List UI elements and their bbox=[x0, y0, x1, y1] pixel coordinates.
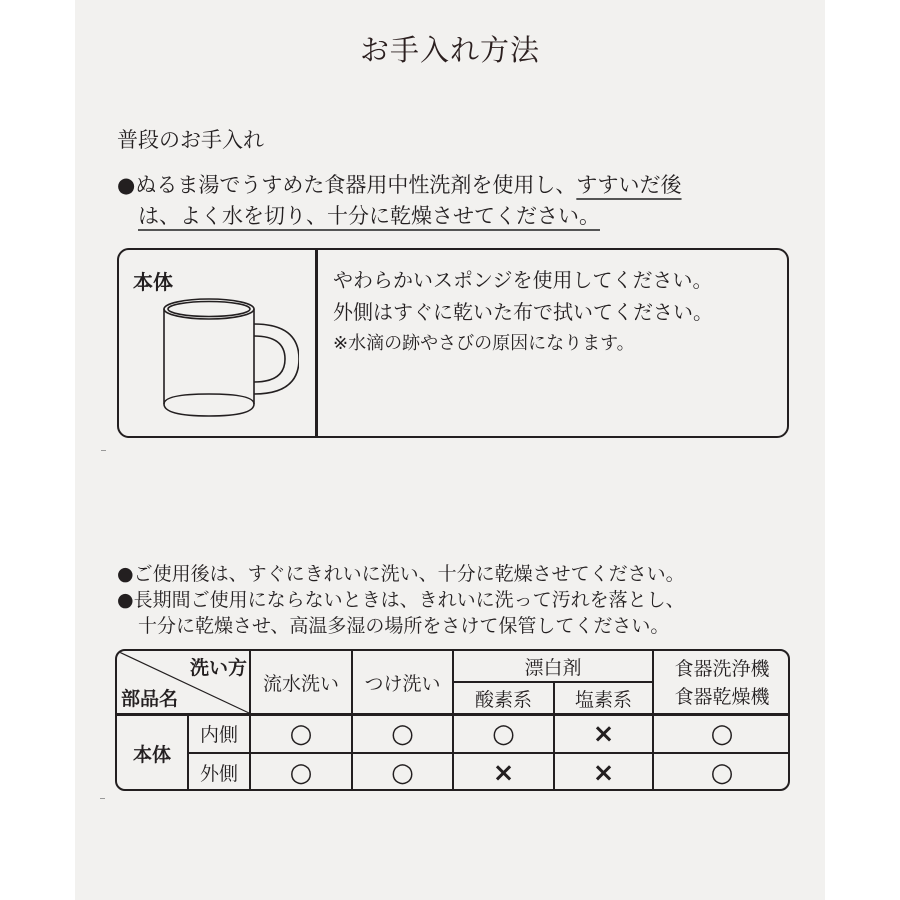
page-title: お手入れ方法 bbox=[359, 33, 540, 67]
care-line: 外側はすぐに乾いた布で拭いてください。 bbox=[333, 300, 713, 324]
cell-value: ○ bbox=[492, 718, 515, 749]
cell-value: ○ bbox=[710, 718, 734, 749]
mug-icon bbox=[159, 294, 299, 429]
instruction-line-1 bbox=[117, 170, 682, 201]
dish-dryer-label: 食器乾燥機 bbox=[674, 686, 770, 708]
instruction-line-2 bbox=[117, 201, 682, 232]
col-header-soak: つけ洗い bbox=[364, 672, 441, 695]
col-header-running-water: 流水洗い bbox=[262, 672, 339, 695]
instruction-text: ●ぬるま湯でうすめた食器用中性洗剤を使用し、 bbox=[117, 173, 577, 197]
row-group-body: 本体 bbox=[132, 743, 171, 766]
col-header-chlorine: 塩素系 bbox=[574, 688, 632, 711]
underlined-text: すすいだ後 bbox=[576, 173, 682, 197]
row-label-outside: 外側 bbox=[199, 763, 238, 785]
usage-notes bbox=[117, 561, 685, 639]
care-line: やわらかいスポンジを使用してください。 bbox=[333, 268, 713, 292]
body-care-text bbox=[333, 264, 713, 360]
dishwasher-label: 食器洗浄機 bbox=[674, 658, 770, 680]
cell-value: ○ bbox=[289, 718, 313, 749]
daily-care-heading: 普段のお手入れ bbox=[117, 128, 264, 152]
cell-value: ○ bbox=[391, 718, 414, 749]
daily-care-instructions bbox=[117, 170, 682, 232]
body-label: 本体 bbox=[133, 270, 173, 294]
stray-mark bbox=[101, 450, 106, 451]
col-header-oxygen: 酸素系 bbox=[474, 688, 532, 711]
row-label-inside: 内側 bbox=[199, 724, 238, 746]
care-note: ※水滴の跡やさびの原因になります。 bbox=[333, 333, 635, 354]
cell-value: × bbox=[592, 718, 615, 749]
cell-value: ○ bbox=[710, 757, 734, 788]
note-line: ●ご使用後は、すぐにきれいに洗い、十分に乾燥させてください。 bbox=[117, 563, 685, 585]
cell-value: × bbox=[492, 757, 515, 788]
stray-mark bbox=[100, 798, 105, 799]
box-divider bbox=[315, 250, 318, 436]
col-header-dishwasher bbox=[654, 653, 790, 713]
note-line: 十分に乾燥させ、高温多湿の場所をさけて保管してください。 bbox=[138, 615, 670, 637]
corner-header-method: 洗い方 bbox=[189, 656, 247, 679]
note-line: ●長期間ご使用にならないときは、きれいに洗って汚れを落とし、 bbox=[117, 589, 685, 611]
col-header-bleach: 漂白剤 bbox=[524, 656, 582, 679]
underlined-text: は、よく水を切り、十分に乾燥させてください。 bbox=[138, 204, 600, 228]
cell-value: × bbox=[592, 757, 615, 788]
care-table bbox=[115, 649, 790, 791]
cell-value: ○ bbox=[289, 757, 313, 788]
cell-value: ○ bbox=[391, 757, 414, 788]
body-care-box bbox=[117, 248, 789, 438]
corner-header-part: 部品名 bbox=[121, 687, 179, 710]
